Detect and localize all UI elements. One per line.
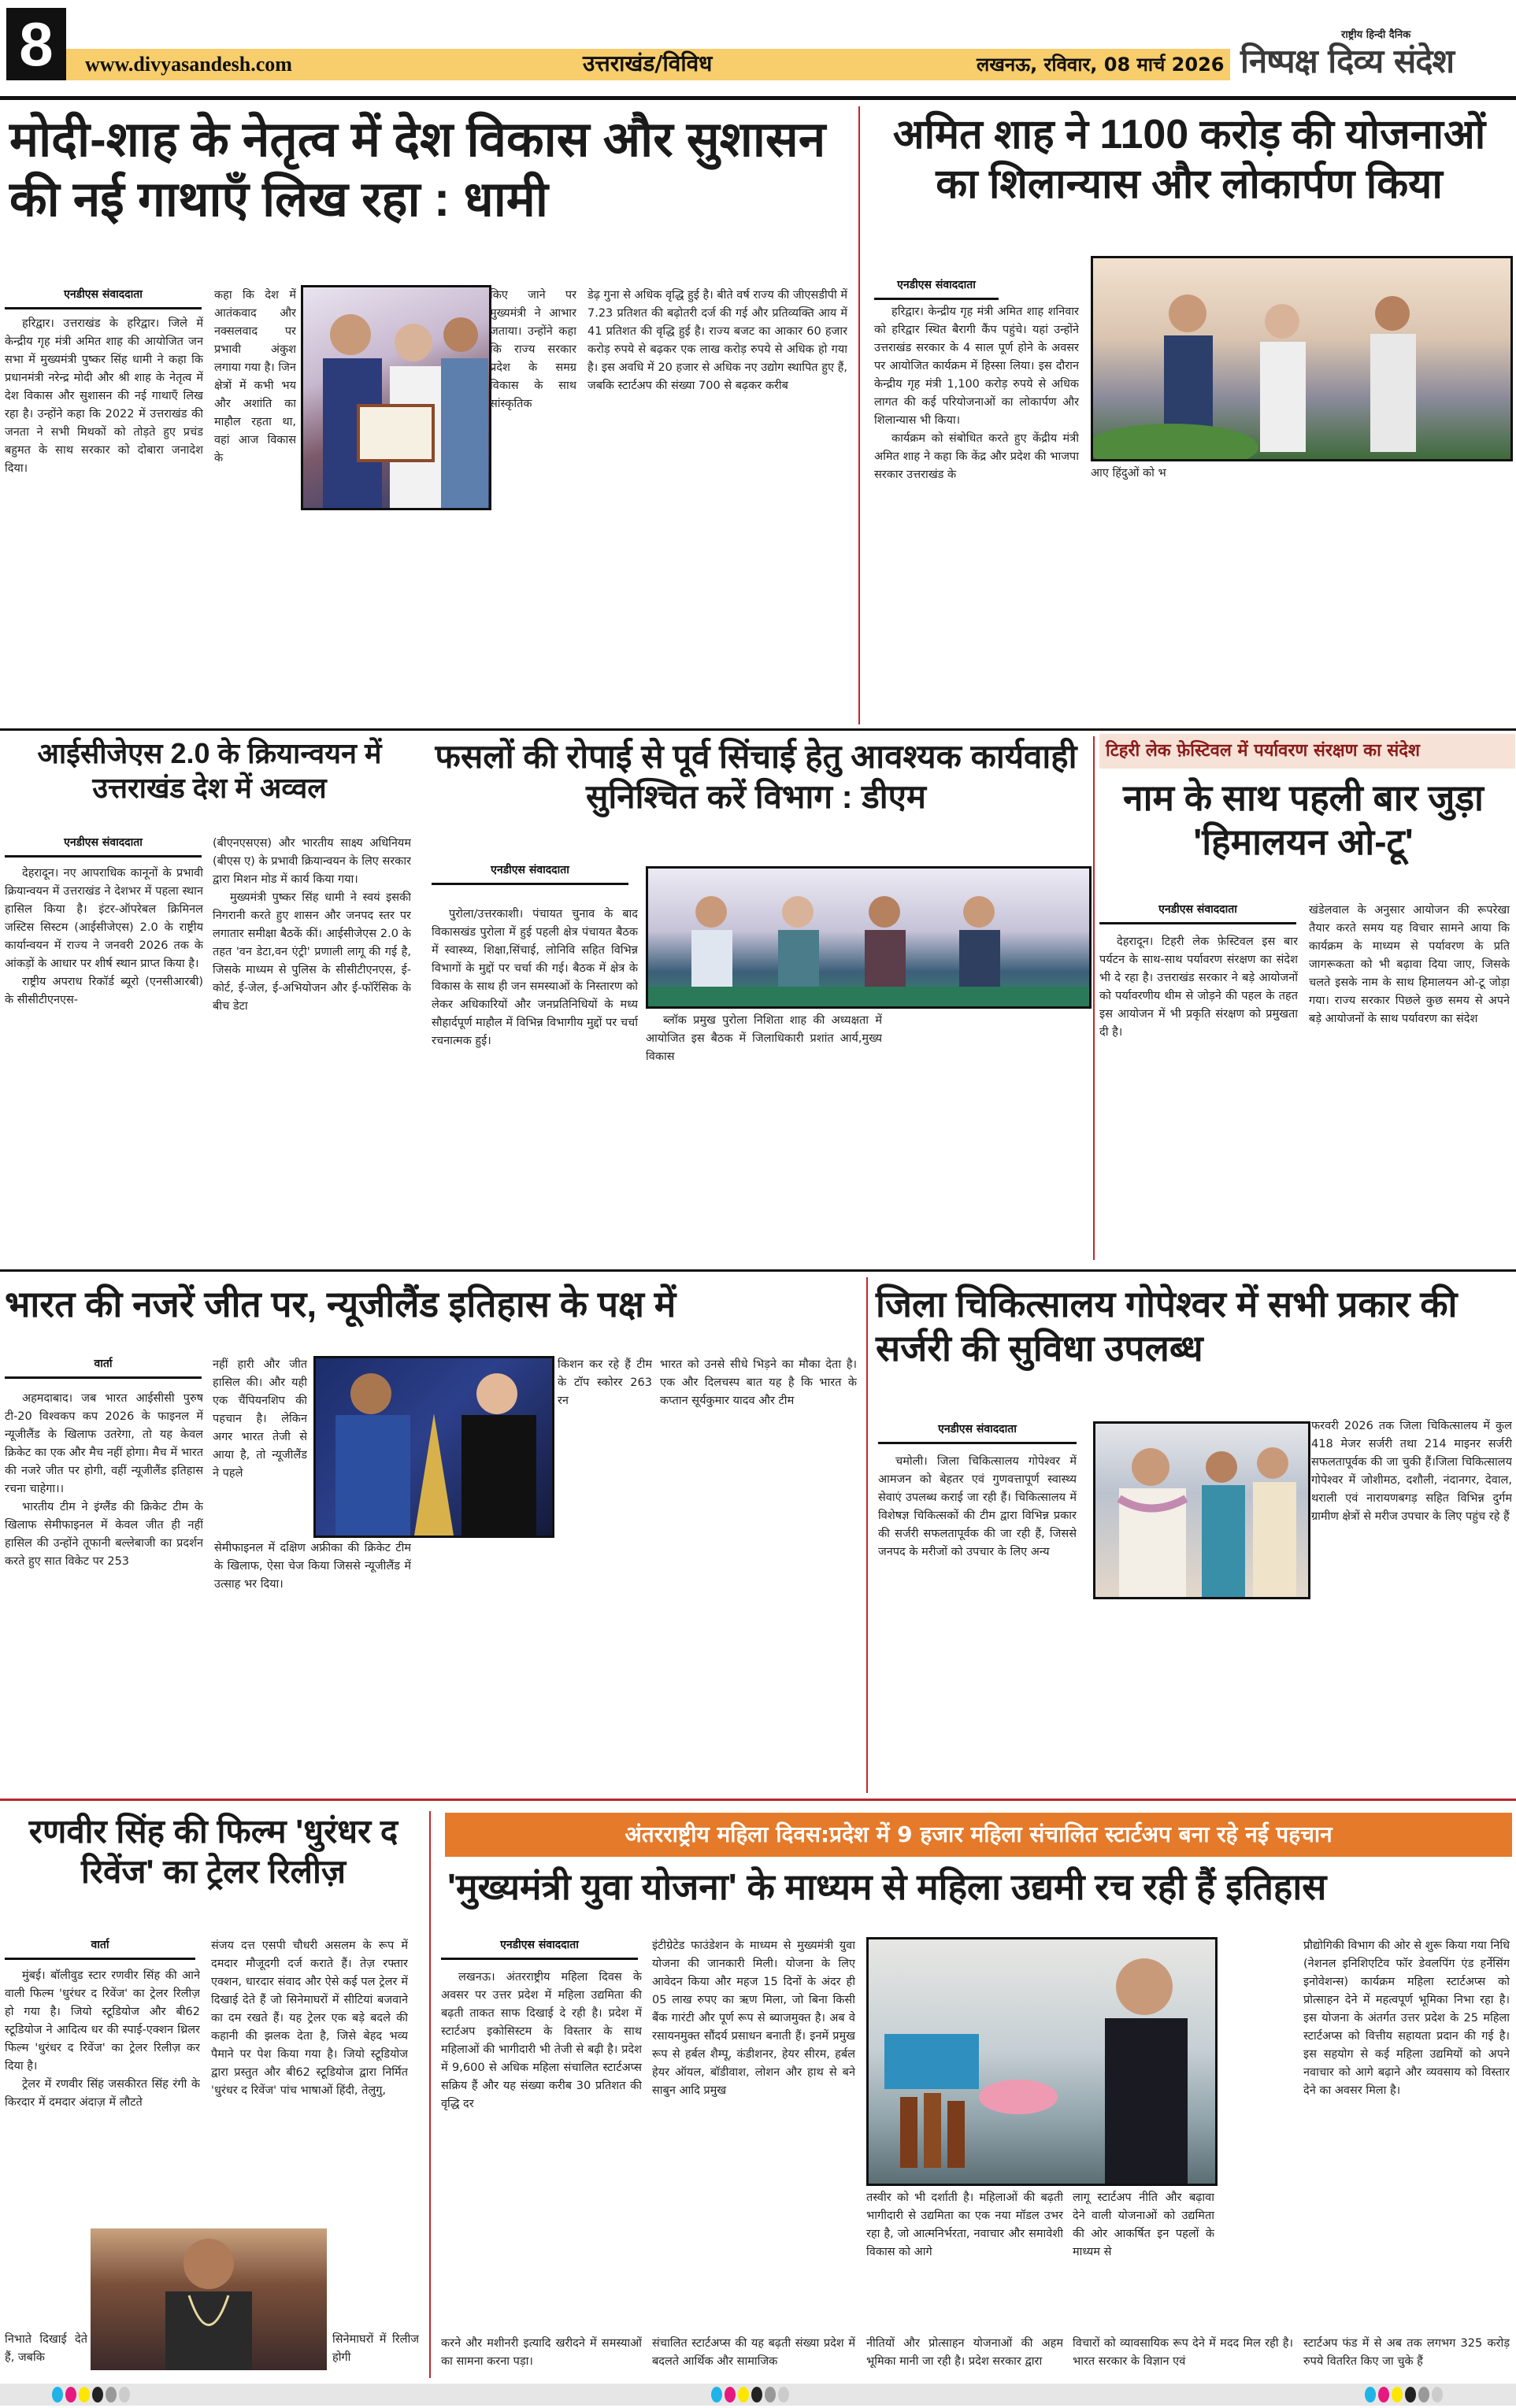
paragraph: संचालित स्टार्टअप्स की यह बढ़ती संख्या प्रदेश में बदलते आर्थिक और सामाजिक [652, 2337, 855, 2368]
article-body-dhami [5, 315, 203, 724]
registration-dot [1378, 2387, 1389, 2402]
registration-dot [1405, 2387, 1416, 2402]
article-tail-film-2 [332, 2331, 419, 2378]
article-tail-women-1 [441, 2335, 642, 2378]
article-column-film-2 [211, 1937, 408, 2244]
paragraph: ट्रेलर में रणवीर सिंह जसकीरत सिंह रंगी के किरदार में दमदार अंदाज़ में लौटते [5, 2078, 200, 2109]
paragraph: करने और मशीनरी इत्यादि खरीदने में समस्याओं का सामना करना पड़ा। [441, 2337, 642, 2368]
headline-shah: अमित शाह ने 1100 करोड़ की योजनाओं का शिलान्यास और लोकार्पण किया [892, 112, 1486, 208]
article-column-icjs-2 [213, 835, 411, 1260]
article-tail-women-3 [866, 2335, 1063, 2378]
article-body-women [441, 1969, 642, 2331]
logo-tagline: राष्ट्रीय हिन्दी दैनिक [1341, 29, 1411, 41]
headline-film: रणवीर सिंह की फिल्म 'धुरंधर द रिवेंज' का ट्रेलर रिलीज़ [28, 1813, 398, 1891]
article-body-cricket [5, 1390, 203, 1784]
paragraph: किशन कर रहे हैं टीम के टॉप स्कोरर 263 रन [558, 1358, 652, 1407]
paragraph: कार्यक्रम को संबोधित करते हुए केंद्रीय मंत्री अमित शाह ने कहा कि केंद्र और प्रदेश की भाजपा सरकार उत्तराखंड के [874, 432, 1079, 481]
byline-shah: एनडीएस संवाददाता [874, 277, 999, 300]
paragraph: तस्वीर को भी दर्शाती है। महिलाओं की बढ़ती भागीदारी से उद्यमिता का एक नया मॉडल उभर रहा है, जो आत्मनिर्भरता, नवाचार और समावेशी विकास को आगे [866, 2191, 1063, 2258]
paragraph: हरिद्वार। केन्द्रीय गृह मंत्री अमित शाह शनिवार को हरिद्वार स्थित बैरागी कैंप पहुंचे। यहां उन्होंने उत्तराखंड सरकार के 4 साल पूर्ण होने के अवसर पर आयोजित कार्यक्रम में हिस्सा लिया। इस दौरान केन्द्रीय गृह मंत्री 1,100 करोड़ रुपये से अधिक लागत की कई परियोजनाओं का लोकार्पण और शिलान्यास भी किया। [874, 306, 1079, 427]
actor-illustration [91, 2228, 327, 2370]
registration-marks-center [711, 2387, 789, 2402]
column-divider [1093, 736, 1095, 1260]
article-column-dhami-2 [214, 287, 296, 586]
registration-marks-left [52, 2387, 130, 2402]
paragraph: कहा कि देश में आतंकवाद और नक्सलवाद पर प्रभावी अंकुश लगाया गया है। जिन क्षेत्रों में कभी भय और अशांति का माहौल रहता था, वहां आज विकास के [214, 289, 296, 465]
article-tail-film-1 [5, 2331, 87, 2378]
paragraph: फरवरी 2026 तक जिला चिकित्सालय में कुल 418 मेजर सर्जरी तथा 214 माइनर सर्जरी सफलतापूर्वक की जा चुकी हैं।जिला चिकित्सालय गोपेश्वर में जोशीमठ, दशौली, नंदानगर, देवाल, थराली एवं नारायणबगड़ सहित विभिन्न दुर्गम ग्रामीण क्षेत्रों से मरीज उपचार के लिए पहुंच रहे हैं [1311, 1420, 1512, 1523]
photo-hospital-patients [1093, 1421, 1310, 1599]
byline-women: एनडीएस संवाददाता [441, 1937, 638, 1960]
kicker-band-women: अंतरराष्ट्रीय महिला दिवस:प्रदेश में 9 हजार महिला संचालित स्टार्टअप बना रहे नई पहचान [445, 1813, 1512, 1857]
article-column-dhami-4 [587, 287, 847, 728]
paragraph: प्रौद्योगिकी विभाग की ओर से शुरू किया गया निधि (नेशनल इनिशिएटिव फॉर डेवलपिंग एंड हर्नेसिंग इनोवेशन्स) कार्यक्रम महिला स्टार्टअप्स को प्रोत्साहन देने में महत्वपूर्ण भूमिका निभा रहा है। इस योजना के अंतर्गत उत्तर प्रदेश के 25 महिला स्टार्टअप्स को वित्तीय सहायता प्रदान की गई है। इस सहयोग से कई महिला उद्यमियों को अपने नवाचार को आगे बढ़ाने और व्यवसाय को विस्तार देने का अवसर मिला है। [1303, 1939, 1510, 2097]
column-divider [866, 1277, 868, 1793]
registration-dot [765, 2387, 776, 2402]
article-column-women-3 [866, 2189, 1063, 2331]
headline-dhami: मोदी-शाह के नेतृत्व में देश विकास और सुशासन की नई गाथाएँ लिख रहा : धामी [9, 113, 826, 227]
column-divider [858, 106, 860, 724]
paragraph: आए हिंदुओं को भ [1091, 467, 1166, 480]
logo-name: निष्पक्ष दिव्य संदेश [1240, 42, 1455, 80]
registration-dot [106, 2387, 117, 2402]
registration-dot [65, 2387, 76, 2402]
byline-hospital: एनडीएस संवाददाता [878, 1421, 1077, 1444]
paragraph: हरिद्वार। उत्तराखंड के हरिद्वार। जिले में केन्द्रीय गृह मंत्री अमित शाह की आयोजित जन सभा में मुख्यमंत्री पुष्कर सिंह धामी ने कहा कि प्रधानमंत्री नरेन्द्र मोदी और श्री शाह के नेतृत्व में देश विकास और सुशासन की नई गाथाएँ लिख रहा है। उन्होंने कहा कि 2022 में उत्तराखंड की जनता ने सभी मिथकों को तोड़ते हुए प्रचंड बहुमत के साथ सरकार को दोबारा जनादेश दिया। [5, 317, 203, 475]
paragraph: सेमीफाइनल में दक्षिण अफ्रीका की क्रिकेट टीम के खिलाफ, ऐसा चेज किया जिससे न्यूजीलैंड में उत्साह भर दिया। [214, 1542, 411, 1591]
page-number: 8 [6, 8, 66, 80]
paragraph: पुरोला/उत्तरकाशी। पंचायत चुनाव के बाद विकासखंड पुरोला में हुई पहली क्षेत्र पंचायत बैठक में स्वास्थ्य, शिक्षा,सिंचाई, लोनिवि सहित विभिन्न विभागों के मुद्दों पर चर्चा की गई। बैठक में क्षेत्र के विकास के साथ ही जन समस्याओं के निस्तारण को लेकर अधिकारियों और जनप्रतिनिधियों के मध्य सौहार्दपूर्ण माहौल में विभिन्न विभागीय मुद्दों पर चर्चा रचनात्मक हुई। [432, 908, 638, 1047]
headline-women: 'मुख्यमंत्री युवा योजना' के माध्यम से महिला उद्यमी रच रही हैं इतिहास [447, 1866, 1327, 1907]
paragraph: किए जाने पर मुख्यमंत्री ने आभार जताया। उन्होंने कहा कि राज्य सरकार प्रदेश के समग्र विकास के साथ सांस्कृतिक [490, 289, 576, 410]
byline-icjs: एनडीएस संवाददाता [5, 835, 202, 858]
dateline: लखनऊ, रविवार, 08 मार्च 2026 [977, 54, 1225, 76]
people-illustration [648, 869, 1089, 1006]
article-column-irrigation-2 [646, 1012, 882, 1264]
article-column-tehri-2 [1309, 902, 1510, 1264]
article-column-women-4 [1073, 2189, 1214, 2331]
registration-dot [1432, 2387, 1443, 2402]
print-registration-strip [0, 2384, 1516, 2406]
players-illustration [316, 1358, 552, 1536]
newspaper-logo [1240, 16, 1508, 87]
byline-film: वार्ता [5, 1937, 195, 1960]
section-label: उत्तराखंड/विविध [583, 50, 713, 76]
paragraph: लागू स्टार्टअप नीति और बढ़ावा देने वाली योजनाओं को उद्यमिता की ओर आकर्षित इन पहलों के माध्यम से [1073, 2191, 1214, 2258]
article-column-cricket-2 [213, 1356, 307, 1537]
article-body-shah [874, 303, 1079, 728]
column-divider [429, 1811, 431, 2378]
registration-dot [1365, 2387, 1376, 2402]
paragraph: स्टार्टअप फंड में से अब तक लगभग 325 करोड़ रुपये वितरित किए जा चुके हैं [1303, 2337, 1510, 2368]
article-column-women-2 [652, 1937, 855, 2331]
photo-shah-exhibition [1091, 256, 1513, 461]
paragraph: ब्लॉक प्रमुख पुरोला निशिता शाह की अध्यक्षता में आयोजित इस बैठक में जिलाधिकारी प्रशांत आर्य,मुख्य विकास [646, 1014, 882, 1063]
registration-dot [751, 2387, 762, 2402]
paragraph: निभाते दिखाई देते हैं, जबकि [5, 2333, 87, 2364]
article-column-hospital-2 [1311, 1417, 1512, 1787]
article-tail-women-2 [652, 2335, 855, 2378]
registration-dot [738, 2387, 749, 2402]
registration-dot [79, 2387, 90, 2402]
registration-dot [1418, 2387, 1429, 2402]
registration-dot [92, 2387, 103, 2402]
paragraph: सिनेमाघरों में रिलीज होगी [332, 2333, 419, 2364]
paragraph: विचारों को व्यावसायिक रूप देने में मदद मिल रही है। भारत सरकार के विज्ञान एवं [1073, 2337, 1293, 2368]
section-rule [0, 728, 1516, 731]
article-column-cricket-5 [660, 1356, 857, 1781]
photo-ranveer-singh [91, 2228, 327, 2370]
paragraph: मुंबई। बॉलीवुड स्टार रणवीर सिंह की आने वाली फिल्म 'धुरंधर द रिवेंज' का ट्रेलर रिलीज़ हो गया है। जियो स्टूडियोज और बी62 स्टूडियोज ने आदित्य धर की स्पाई-एक्शन थ्रिलर फिल्म 'धुरंधर द रिवेंज' का ट्रेलर रिलीज़ कर दिया है। [5, 1969, 200, 2073]
photo-dhami-award [301, 285, 491, 510]
paragraph: भारतीय टीम ने इंग्लैंड की क्रिकेट टीम के खिलाफ सेमीफाइनल में केवल जीत ही नहीं हासिल की उन्होंने तूफानी बल्लेबाजी का प्रदर्शन करते हुए सात विकेट पर 253 [5, 1501, 203, 1568]
registration-dot [1392, 2387, 1403, 2402]
people-illustration [1095, 1424, 1308, 1597]
paragraph: नीतियों और प्रोत्साहन योजनाओं की अहम भूमिका मानी जा रही है। प्रदेश सरकार द्वारा [866, 2337, 1063, 2368]
headline-cricket: भारत की नजरें जीत पर, न्यूजीलैंड इतिहास के पक्ष में [5, 1284, 676, 1324]
article-body-hospital [878, 1453, 1077, 1787]
byline-cricket: वार्ता [5, 1356, 202, 1379]
kicker-tehri: टिहरी लेक फ़ेस्टिवल में पर्यावरण संरक्षण का संदेश [1099, 734, 1515, 769]
registration-marks-right [1365, 2387, 1443, 2402]
byline-tehri: एनडीएस संवाददाता [1099, 902, 1296, 924]
headline-hospital: जिला चिकित्सालय गोपेश्वर में सभी प्रकार की सर्जरी की सुविधा उपलब्ध [876, 1284, 1458, 1369]
paragraph: देहरादून। नए आपराधिक कानूनों के प्रभावी क्रियान्वयन में उत्तराखंड ने देशभर में पहला स्थान हासिल किया है। इंटर-ऑपरेबल क्रिमिनल जस्टिस सिस्टम (आईसीजेएस) 2.0 के राष्ट्रीय कार्यान्वयन में राज्य ने जनवरी 2026 तक के आंकड़ों के आधार पर शीर्ष स्थान प्राप्त किया है। [5, 867, 203, 970]
article-body-tehri [1099, 933, 1298, 1264]
article-column-cricket-4 [558, 1356, 652, 1781]
top-rule [0, 96, 1516, 100]
article-tail-women-4 [1073, 2335, 1293, 2378]
paragraph: इंटीग्रेटेड फाउंडेशन के माध्यम से मुख्यमंत्री युवा योजना की जानकारी मिली। योजना के लिए आवेदन किया और महज 15 दिनों के अंदर ही 05 लाख रुपए का ऋण मिला, जो बिना किसी बैंक गारंटी और पूर्ण रूप से ब्याजमुक्त है। अब वे रसायनमुक्त सौंदर्य प्रसाधन बनाती हैं। इनमें प्रमुख रूप से हर्बल शैम्पू, कंडीशनर, हेयर सीरम, हर्बल हेयर ऑयल, बॉडीवाश, लोशन और हाथ से बने साबुन आदि प्रमुख [652, 1939, 855, 2097]
paragraph: देहरादून। टिहरी लेक फ़ेस्टिवल इस बार पर्यटन के साथ-साथ पर्यावरण संरक्षण का संदेश भी दे रहा है। उत्तराखंड सरकार ने बड़े आयोजनों को पर्यावरणीय थीम से जोड़ने की पहल के तहत इस आयोजन में भी प्रकृति संरक्षण को प्रमुखता दी है। [1099, 935, 1298, 1039]
paragraph: लखनऊ। अंतरराष्ट्रीय महिला दिवस के अवसर पर उत्तर प्रदेश में महिला उद्यमिता की बढ़ती ताकत साफ दिखाई दे रही है। प्रदेश में स्टार्टअप इकोसिस्टम के विस्तार के साथ महिलाओं की भागीदारी भी तेजी से बढ़ी है। प्रदेश में 9,600 से अधिक महिला संचालित स्टार्टअप्स सक्रिय हैं और यह संख्या करीब 30 प्रतिशत की वृद्धि दर [441, 1971, 642, 2110]
article-column-shah-2 [1091, 465, 1500, 724]
article-column-women-5 [1303, 1937, 1510, 2331]
paragraph: खंडेलवाल के अनुसार आयोजन की रूपरेखा तैयार करते समय यह विचार सामने आया कि कार्यक्रम के माध्यम से पर्यावरण के प्रति जागरूकता को भी बढ़ावा दिया जाए, जिसके चलते इसके नाम के साथ हिमालयन ओ-टू जोड़ा गया। राज्य सरकार पिछले कुछ समय से अपने बड़े आयोजनों के साथ पर्यावरण का संदेश [1309, 904, 1510, 1025]
registration-dot [52, 2387, 63, 2402]
photo-cricket-captains [313, 1356, 554, 1538]
article-body-icjs [5, 865, 203, 1258]
section-rule [0, 1269, 1516, 1272]
paragraph: नहीं हारी और जीत हासिल की। और यही एक चैंपियनशिप की पहचान है। लेकिन अगर भारत तेजी से आया है, तो न्यूजीलैंड ने पहले [213, 1358, 307, 1480]
byline-dhami: एनडीएस संवाददाता [5, 287, 202, 309]
lab-illustration [869, 1939, 1215, 2184]
article-column-dhami-3 [490, 287, 576, 523]
paragraph: राष्ट्रीय अपराध रिकॉर्ड ब्यूरो (एनसीआरबी) के सीसीटीएनएस- [5, 976, 203, 1006]
registration-dot [778, 2387, 789, 2402]
article-tail-women-5 [1303, 2335, 1510, 2378]
paragraph: संजय दत्त एसपी चौधरी असलम के रूप में दमदार मौजूदगी दर्ज कराते हैं। तेज़ रफ्तार एक्शन, धारदार संवाद और ऐसे कई पल ट्रेलर में दिखाई देते हैं जो सिनेमाघरों में सीटियां बजवाने का दम रखते हैं। यह ट्रेलर एक बड़े बदले की कहानी की झलक देता है, जिसे बेहद भव्य पैमाने पर पेश किया गया है। जियो स्टूडियोज द्वारा प्रस्तुत और बी62 स्टूडियोज द्वारा निर्मित 'धुरंधर द रिवेंज' पांच भाषाओं हिंदी, तेलुगु, [211, 1939, 408, 2097]
registration-dot [119, 2387, 130, 2402]
registration-dot [725, 2387, 736, 2402]
article-body-film [5, 1967, 200, 2227]
section-rule [0, 1799, 1516, 1801]
paragraph: भारत को उनसे सीधे भिड़ने का मौका देता है। एक और दिलचस्प बात यह है कि भारत के कप्तान सूर्यकुमार यादव और टीम [660, 1358, 857, 1407]
people-illustration [1093, 258, 1510, 459]
headline-icjs: आईसीजेएस 2.0 के क्रियान्वयन में उत्तराखंड देश में अव्वल [37, 737, 382, 804]
article-body-irrigation [432, 906, 638, 1260]
photo-women-entrepreneur-lab [866, 1937, 1218, 2186]
paragraph: डेढ़ गुना से अधिक वृद्धि हुई है। बीते वर्ष राज्य की जीएसडीपी में 7.23 प्रतिशत की बढ़ोतरी दर्ज की गई और प्रतिव्यक्ति आय में 41 प्रतिशत की वृद्धि हुई है। राज्य बजट का आकार 60 हजार करोड़ रुपये से बढ़कर एक लाख करोड़ रुपये से अधिक हो गया है। इस अवधि में 20 हजार से अधिक नए उद्योग स्थापित हुए हैं, जबकि स्टार्टअप की संख्या 700 से बढ़कर करीब [587, 289, 847, 392]
photo-irrigation-meeting [646, 866, 1092, 1009]
paragraph: मुख्यमंत्री पुष्कर सिंह धामी ने स्वयं इसकी निगरानी करते हुए शासन और जनपद स्तर पर लगातार समीक्षा बैठकें कीं। आईसीजेएस 2.0 के तहत 'वन डेटा,वन एंट्री' प्रणाली लागू की गई है, जिसके माध्यम से पुलिस के सीसीटीएनएस, ई-कोर्ट, ई-जेल, ई-अभियोजन और ई-फॉरेंसिक के बीच डेटा [213, 891, 411, 1013]
article-column-cricket-3 [214, 1539, 411, 1784]
paragraph: (बीएनएसएस) और भारतीय साक्ष्य अधिनियम (बीएस ए) के प्रभावी क्रियान्वयन के लिए सरकार द्वारा मिशन मोड में कार्य किया गया। [213, 837, 411, 886]
people-illustration [303, 287, 489, 508]
registration-dot [711, 2387, 722, 2402]
headline-tehri: नाम के साथ पहली बार जुड़ा 'हिमालयन ओ-टू' [1123, 777, 1484, 863]
paragraph: अहमदाबाद। जब भारत आईसीसी पुरुष टी-20 विश्वकप कप 2026 के फाइनल में न्यूजीलैंड के खिलाफ उतरेगा, तो यह केवल क्रिकेट का एक और मैच नहीं होगा। मैच में भारत की नजरे जीत पर होगी, वहीं न्यूजीलैंड इतिहास रचना चाहेगा।। [5, 1392, 203, 1495]
headline-irrigation: फसलों की रोपाई से पूर्व सिंचाई हेतु आवश्यक कार्यवाही सुनिश्चित करें विभाग : डीएम [435, 738, 1077, 816]
byline-irrigation: एनडीएस संवाददाता [432, 862, 628, 885]
website-link[interactable]: www.divyasandesh.com [85, 53, 292, 76]
paragraph: चमोली। जिला चिकित्सालय गोपेश्वर में आमजन को बेहतर एवं गुणवत्तापूर्ण स्वास्थ्य सेवाएं उपलब्ध कराई जा रही हैं। चिकित्सालय में विशेषज्ञ चिकित्सकों की टीम द्वारा विभिन्न प्रकार की सर्जरी सफलतापूर्वक की जा रही हैं, जिससे जनपद के मरीजों को उपचार के लिए अन्य [878, 1455, 1077, 1558]
